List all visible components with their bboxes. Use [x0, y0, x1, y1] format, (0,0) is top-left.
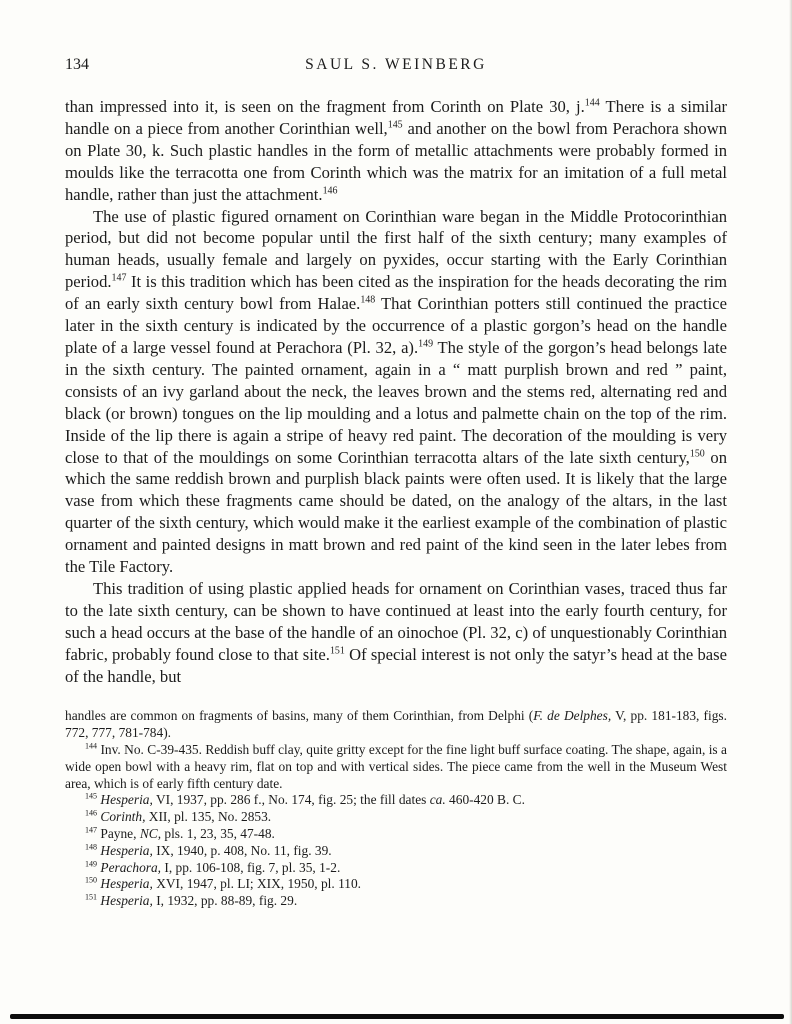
text-run: IX, 1940, p. 408, No. 11, fig. 39.: [152, 842, 332, 858]
scan-artifact-line: [10, 1014, 784, 1019]
body-paragraph: [65, 578, 727, 688]
italic-text-run: Hesperia,: [100, 842, 153, 858]
text-run: The use of plastic figured ornament on Corinthian ware began in the Middle Protocorinthian period, but did not become popular until the first half of the sixth century; many examples of human heads, usually female and largely on pyxides, occur starting with the Early Corinthian period.: [65, 206, 727, 292]
footnote-entry: [65, 876, 727, 893]
text-run: pls. 1, 23, 35, 47-48.: [161, 826, 275, 842]
footnote-entry: [65, 809, 727, 826]
page-number: 134: [65, 56, 89, 73]
footnote-marker: 146: [322, 185, 338, 197]
footnote-marker: 151: [329, 645, 345, 657]
italic-text-run: Perachora,: [100, 859, 162, 875]
text-run: I, 1932, pp. 88-89, fig. 29.: [152, 893, 298, 909]
text-run: Payne,: [97, 826, 140, 842]
footnote-entry: [65, 826, 727, 843]
footnote-marker: 149: [85, 859, 98, 869]
text-run: XVI, 1947, pl. LI; XIX, 1950, pl. 110.: [152, 876, 362, 892]
footnote-entry: [65, 708, 727, 742]
text-run: There is a similar handle on a piece from another Corinthian well,: [65, 97, 727, 138]
footnote-marker: 145: [85, 791, 98, 801]
footnote-marker: 146: [85, 808, 98, 818]
footnotes-section: [65, 708, 727, 910]
footnote-marker: 150: [85, 875, 98, 885]
footnote-entry: [65, 860, 727, 877]
text-run: The style of the gorgon’s head belongs late in the sixth century. The painted ornament, again in a “ matt purplish brown and red ” paint, consists of an ivy garland about the neck, the leaves brown and the stems red, alternating red and black (or brown) tongues on the lip moulding and a lotus and palmette chain on the top of the rim. Inside of the lip there is again a stripe of heavy red paint. The decoration of the moulding is very close to that of the mouldings on some Corinthian terracotta altars of the late sixth century,: [65, 337, 728, 467]
footnote-entry: [65, 893, 727, 910]
footnote-entry: [65, 792, 727, 809]
text-run: This tradition of using plastic applied heads for ornament on Corinthian vases, traced thus far to the late sixth century, can be shown to have continued at least into the early fourth century, for such a head occurs at the base of the handle of an oinochoe (Pl. 32, c) of unquestionably Corinthian fabric, probably found close to that site.: [65, 578, 727, 664]
text-run: I, pp. 106-108, fig. 7, pl. 35, 1-2.: [161, 859, 341, 875]
text-run: on which the same reddish brown and purplish black paints were often used. It is likely that the large vase from which these fragments came should be dated, on the analogy of the altars, in the last quarter of the sixth century, which would make it the earliest example of the combination of plastic ornament and painted designs in matt brown and red paint of the kind seen in the later lebes from the Tile Factory.: [65, 447, 728, 577]
running-title: SAUL S. WEINBERG: [305, 56, 487, 73]
footnote-marker: 144: [584, 97, 600, 109]
footnote-marker: 148: [85, 842, 98, 852]
footnote-entry: [65, 843, 727, 860]
italic-text-run: Hesperia,: [100, 893, 153, 909]
body-paragraph: [65, 96, 727, 206]
text-run: It is this tradition which has been cited as the inspiration for the heads decorating the rim of an early sixth century bowl from Halae.: [65, 272, 727, 314]
text-run: XII, pl. 135, No. 2853.: [145, 809, 272, 825]
text-run: Inv. No. C-39-435. Reddish buff clay, quite gritty except for the fine light buff surface coating. The shape, again, is a wide open bowl with a heavy rim, flat on top and with vertical sides. The piece came from the well in the Museum West area, which is of early fifth century date.: [65, 742, 727, 791]
footnote-entry: [65, 742, 727, 792]
page-header: [65, 56, 727, 78]
text-run: 460-420 B. C.: [445, 792, 525, 808]
footnote-marker: 145: [387, 119, 403, 131]
text-run: than impressed into it, is seen on the fragment from Corinth on Plate 30, j.: [65, 97, 585, 116]
italic-text-run: Hesperia,: [100, 876, 153, 892]
footnote-marker: 147: [111, 272, 127, 284]
italic-text-run: Corinth,: [100, 809, 146, 825]
footnote-marker: 149: [418, 338, 434, 350]
footnote-marker: 144: [85, 741, 98, 751]
italic-text-run: Hesperia,: [100, 792, 153, 808]
text-run: VI, 1937, pp. 286 f., No. 174, fig. 25; the fill dates: [152, 792, 430, 808]
body-text: [65, 96, 727, 687]
text-run: That Corinthian potters still continued the practice later in the sixth century is indicated by the occurrence of a plastic gorgon’s head on the handle plate of a large vessel found at Perachora (Pl. 32, a).: [65, 294, 727, 357]
italic-text-run: NC,: [139, 826, 162, 842]
italic-text-run: ca.: [429, 792, 446, 808]
footnote-marker: 150: [689, 447, 705, 459]
text-run: Of special interest is not only the satyr’s head at the base of the handle, but: [65, 644, 727, 686]
text-run: V, pp. 181-183, figs. 772, 777, 781-784).: [65, 708, 727, 741]
italic-text-run: F. de Delphes,: [533, 708, 612, 724]
footnote-marker: 148: [360, 294, 376, 306]
footnote-marker: 147: [85, 825, 98, 835]
text-run: handles are common on fragments of basins, many of them Corinthian, from Delphi (: [65, 708, 534, 724]
footnote-marker: 151: [85, 892, 98, 902]
body-paragraph: [65, 206, 727, 578]
text-run: and another on the bowl from Perachora shown on Plate 30, k. Such plastic handles in the form of metallic attachments were probably formed in moulds like the terracotta one from Corinth which was the matrix for an imitation of a full metal handle, rather than just the attachment.: [65, 118, 727, 204]
